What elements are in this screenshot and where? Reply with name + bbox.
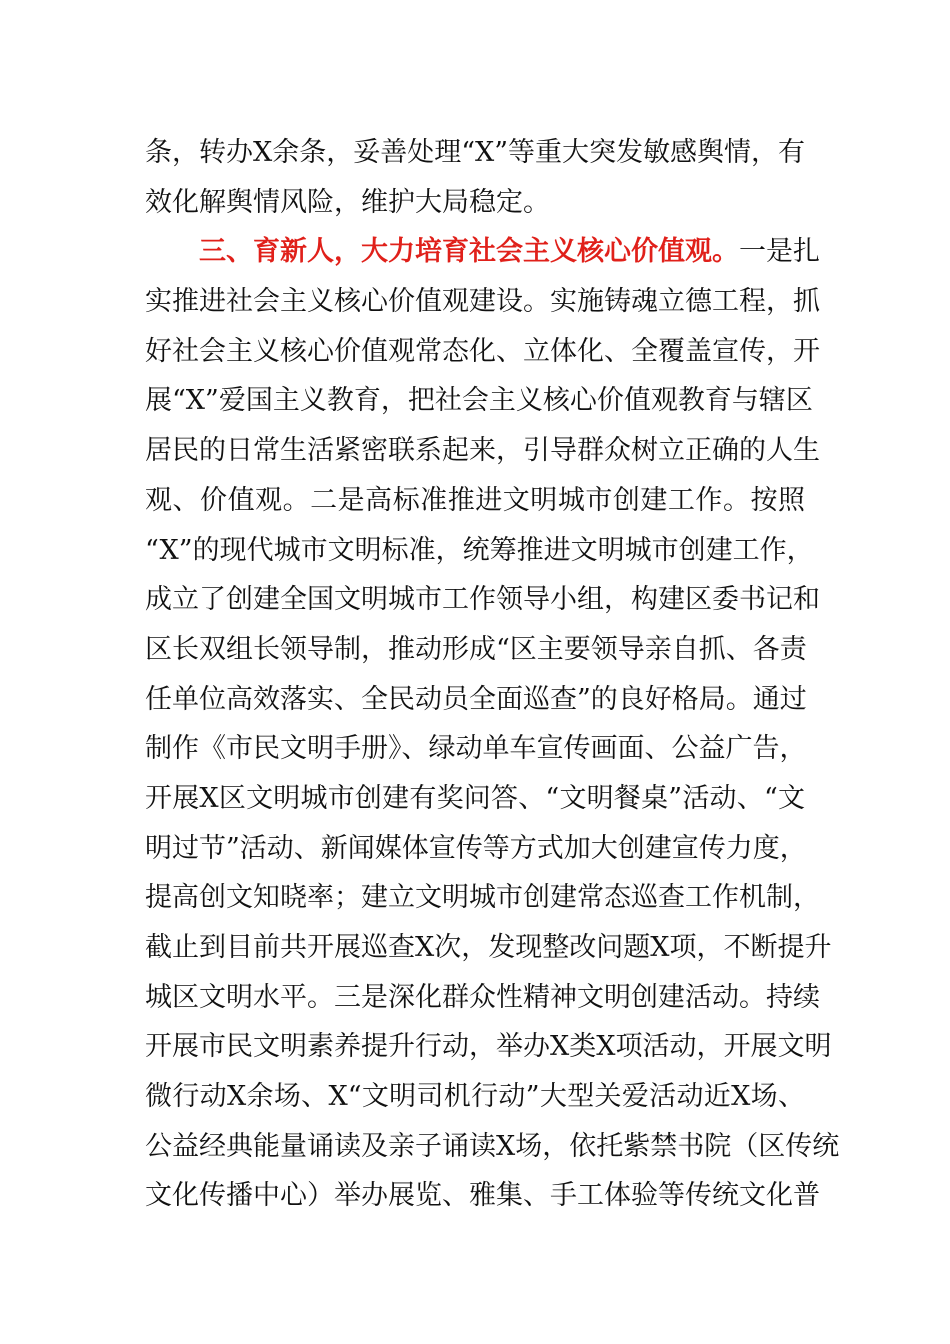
body-line: 开展X区文明城市创建有奖问答、“文明餐桌”活动、“文 bbox=[145, 782, 805, 814]
body-line: 成立了创建全国文明城市工作领导小组，构建区委书记和 bbox=[145, 584, 820, 616]
body-line: 文化传播中心）举办展览、雅集、手工体验等传统文化普 bbox=[145, 1180, 820, 1212]
document-page bbox=[145, 128, 840, 1221]
body-line: 城区文明水平。三是深化群众性精神文明创建活动。持续 bbox=[145, 981, 820, 1013]
body-line: 截止到目前共开展巡查X次，发现整改问题X项，不断提升 bbox=[145, 932, 832, 963]
body-line: 条，转办X余条，妥善处理“X”等重大突发敏感舆情，有 bbox=[145, 137, 806, 168]
body-line: 观、价值观。二是高标准推进文明城市创建工作。按照 bbox=[145, 484, 805, 516]
body-line: 实推进社会主义核心价值观建设。实施铸魂立德工程，抓 bbox=[145, 286, 820, 318]
body-line: 居民的日常生活紧密联系起来，引导群众树立正确的人生 bbox=[145, 435, 820, 467]
body-line: 好社会主义核心价值观常态化、立体化、全覆盖宣传，开 bbox=[145, 335, 820, 367]
body-line: 微行动X余场、X“文明司机行动”大型关爱活动近X场、 bbox=[145, 1081, 805, 1113]
section-heading: 三、育新人，大力培育社会主义核心价值观。 bbox=[199, 236, 739, 268]
body-line: 任单位高效落实、全民动员全面巡查”的良好格局。通过 bbox=[145, 683, 807, 715]
body-line: 效化解舆情风险，维护大局稳定。 bbox=[145, 186, 550, 218]
body-line: 区长双组长领导制，推动形成“区主要领导亲自抓、各责 bbox=[145, 633, 807, 665]
body-line: 公益经典能量诵读及亲子诵读X场，依托紫禁书院（区传统 bbox=[145, 1130, 840, 1162]
body-line: 展“X”爱国主义教育，把社会主义核心价值观教育与辖区 bbox=[145, 385, 813, 417]
section-heading-line bbox=[145, 227, 820, 277]
body-line: 制作《市民文明手册》、绿动单车宣传画面、公益广告， bbox=[145, 733, 807, 765]
body-line: 提高创文知晓率；建立文明城市创建常态巡查工作机制， bbox=[145, 882, 820, 914]
body-text: 一是扎 bbox=[739, 236, 820, 268]
body-line: “X”的现代城市文明标准，统筹推进文明城市创建工作， bbox=[145, 534, 814, 566]
body-line: 开展市民文明素养提升行动，举办X类X项活动，开展文明 bbox=[145, 1031, 832, 1063]
body-line: 明过节”活动、新闻媒体宣传等方式加大创建宣传力度， bbox=[145, 832, 807, 864]
